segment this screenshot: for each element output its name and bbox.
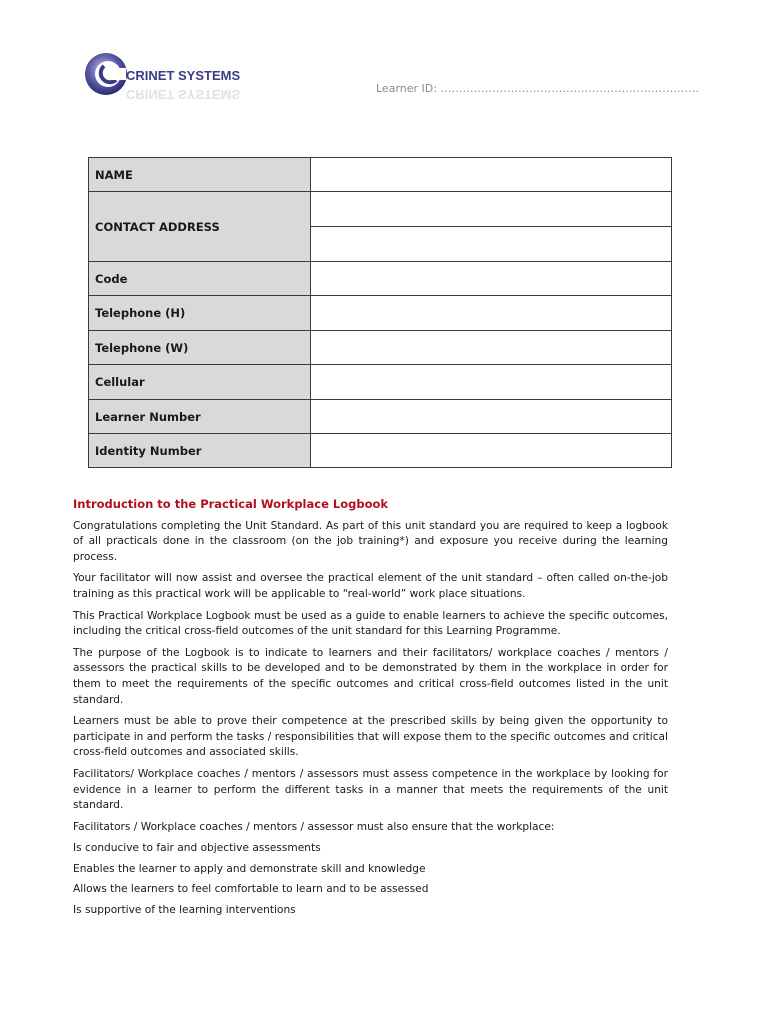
logo-reflection: CRINET SYSTEMS (126, 87, 241, 102)
label-identity-number: Identity Number (89, 434, 311, 468)
learner-id-field (376, 82, 699, 95)
cellular-input[interactable] (311, 365, 672, 400)
logo-text: CRINET SYSTEMS (126, 68, 241, 83)
intro-paragraph: Congratulations completing the Unit Standard. As part of this unit standard you are required to keep a logbook of all practicals done in the classroom (on the job training*) and exposure you receive during the learning process. (73, 519, 668, 563)
intro-paragraph: Facilitators/ Workplace coaches / mentors / assessors must assess competence in the workplace by looking for evidence in a learner to perform the different tasks in a manner that meets the requirements of the unit standard. (73, 767, 668, 812)
intro-paragraph: Learners must be able to prove their competence at the prescribed skills by being given the opportunity to participate in and perform the tasks / responsibilities that will expose them to the specific outcomes and critical cross-field outcomes and associated skills. (73, 715, 668, 759)
learner-id-dots: ...................................................................... (440, 82, 700, 95)
telephone-w-input[interactable] (311, 331, 672, 365)
label-name: NAME (89, 158, 311, 192)
workplace-criteria-item: Is conducive to fair and objective assessments (73, 842, 321, 855)
label-cellular: Cellular (89, 365, 311, 400)
intro-paragraph: The purpose of the Logbook is to indicate to learners and their facilitators/ workplace coaches / mentors / assessors the practical skills to be developed and to be demonstrated by them in the workplace in order for them to meet the requirements of the specific outcomes and critical cross-field outcomes listed in the unit standard. (73, 646, 668, 706)
learner-info-table (88, 157, 672, 468)
learner-number-input[interactable] (311, 400, 672, 434)
label-telephone-w: Telephone (W) (89, 331, 311, 365)
intro-paragraph: Your facilitator will now assist and oversee the practical element of the unit standard – often called on-the-job training as this practical work will be applicable to “real-world” work place situations. (73, 572, 668, 600)
intro-section (73, 497, 668, 924)
intro-paragraph: Facilitators / Workplace coaches / mentors / assessor must also ensure that the workplace: (73, 820, 555, 833)
label-learner-number: Learner Number (89, 400, 311, 434)
label-code: Code (89, 262, 311, 296)
workplace-criteria-item: Allows the learners to feel comfortable to learn and to be assessed (73, 883, 429, 896)
label-contact-address: CONTACT ADDRESS (89, 192, 311, 262)
contact-address-line-1[interactable] (311, 192, 672, 227)
learner-id-label: Learner ID: (376, 82, 437, 95)
contact-address-line-2[interactable] (311, 227, 672, 262)
workplace-criteria-item: Enables the learner to apply and demonstrate skill and knowledge (73, 862, 426, 875)
identity-number-input[interactable] (311, 434, 672, 468)
workplace-criteria-item: Is supportive of the learning interventions (73, 904, 296, 917)
label-telephone-h: Telephone (H) (89, 296, 311, 331)
company-logo (82, 50, 242, 102)
name-input[interactable] (311, 158, 672, 192)
intro-paragraph: This Practical Workplace Logbook must be used as a guide to enable learners to achieve the specific outcomes, including the critical cross-field outcomes of the unit standard for this Learning Programme. (73, 609, 668, 638)
code-input[interactable] (311, 262, 672, 296)
intro-heading: Introduction to the Practical Workplace Logbook (73, 497, 389, 511)
telephone-h-input[interactable] (311, 296, 672, 331)
